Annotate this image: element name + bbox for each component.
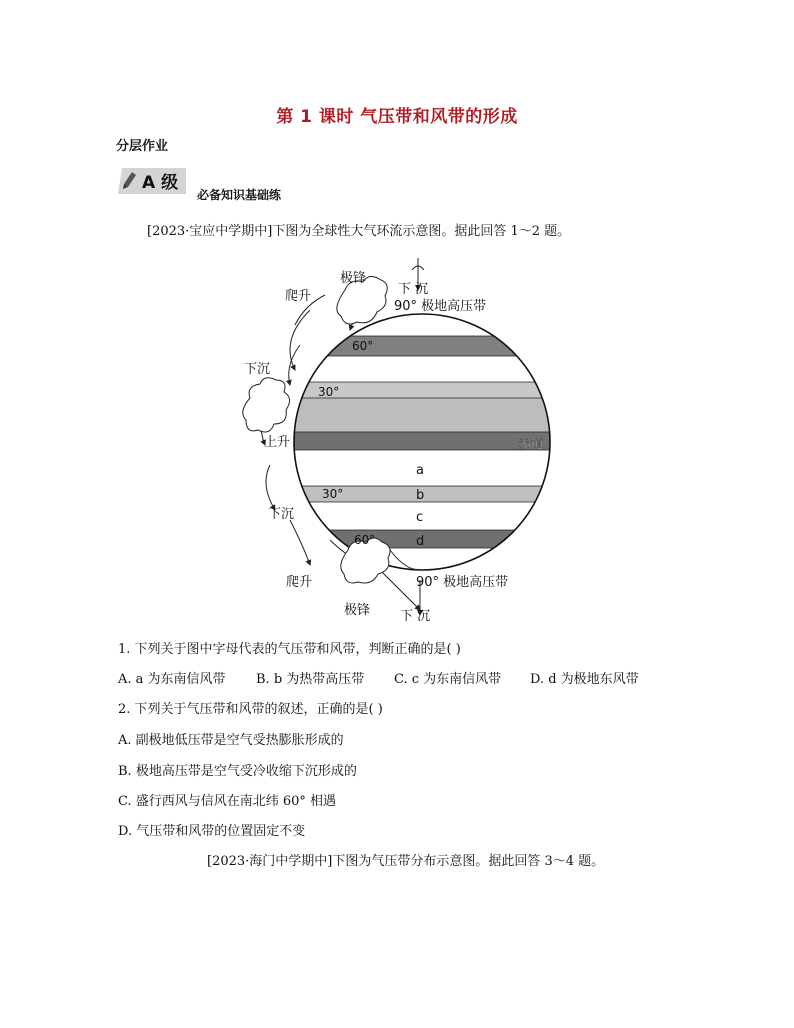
label-polar-front-bottom: 极锋 — [344, 603, 371, 618]
label-polar-high-bottom: 90° 极地高压带 — [416, 575, 509, 590]
label-belt-c: c — [416, 510, 424, 525]
level-badge — [118, 166, 188, 196]
label-sinking-top: 下 沉 — [398, 282, 429, 297]
atmospheric-circulation-diagram — [230, 250, 560, 630]
label-rising: 上升 — [264, 435, 291, 450]
label-sinking-left: 下沉 — [244, 362, 271, 377]
page-title: 第 1 课时 气压带和风带的形成 — [276, 107, 518, 127]
badge-label: 必备知识基础练 — [197, 188, 282, 202]
label-polar-front-top: 极锋 — [340, 271, 367, 286]
question-1-option-d: D. d 为极地东风带 — [530, 672, 639, 687]
label-sinking-left-2: 下沉 — [268, 507, 295, 522]
label-polar-high-top: 90° 极地高压带 — [394, 299, 487, 314]
label-rising-top: 爬升 — [285, 289, 312, 304]
question-2-option-b: B. 极地高压带是空气受冷收缩下沉形成的 — [118, 764, 357, 779]
question-1-option-c: C. c 为东南信风带 — [394, 672, 502, 687]
question-1-stem: 1. 下列关于图中字母代表的气压带和风带，判断正确的是( ) — [118, 642, 461, 657]
question-2-stem: 2. 下列关于气压带和风带的叙述，正确的是( ) — [118, 702, 383, 717]
section-heading: 分层作业 — [116, 139, 169, 154]
question-2-option-d: D. 气压带和风带的位置固定不变 — [118, 824, 306, 839]
label-lat60-south: 60° — [354, 533, 376, 547]
question-1-option-b: B. b 为热带高压带 — [256, 672, 365, 687]
label-sinking-bottom: 下 沉 — [400, 609, 431, 624]
label-lat30-south: 30° — [322, 487, 344, 501]
label-belt-b: b — [416, 488, 425, 503]
label-belt-a: a — [416, 463, 424, 478]
label-lat60-north: 60° — [352, 339, 374, 353]
question-2-option-a: A. 副极地低压带是空气受热膨胀形成的 — [118, 733, 344, 748]
question-1-option-a: A. a 为东南信风带 — [118, 672, 226, 687]
intro-question-3-4: [2023·海门中学期中]下图为气压带分布示意图。据此回答 3～4 题。 — [207, 854, 605, 869]
question-2-option-c: C. 盛行西风与信风在南北纬 60° 相遇 — [118, 794, 337, 809]
label-lat30-north: 30° — [318, 385, 340, 399]
label-equator: 赤道 — [518, 437, 545, 452]
intro-question-1-2: [2023·宝应中学期中]下图为全球性大气环流示意图。据此回答 1～2 题。 — [147, 224, 571, 239]
label-belt-d: d — [416, 534, 425, 549]
label-rising-bottom: 爬升 — [286, 575, 313, 590]
badge-level: A 级 — [142, 173, 179, 193]
